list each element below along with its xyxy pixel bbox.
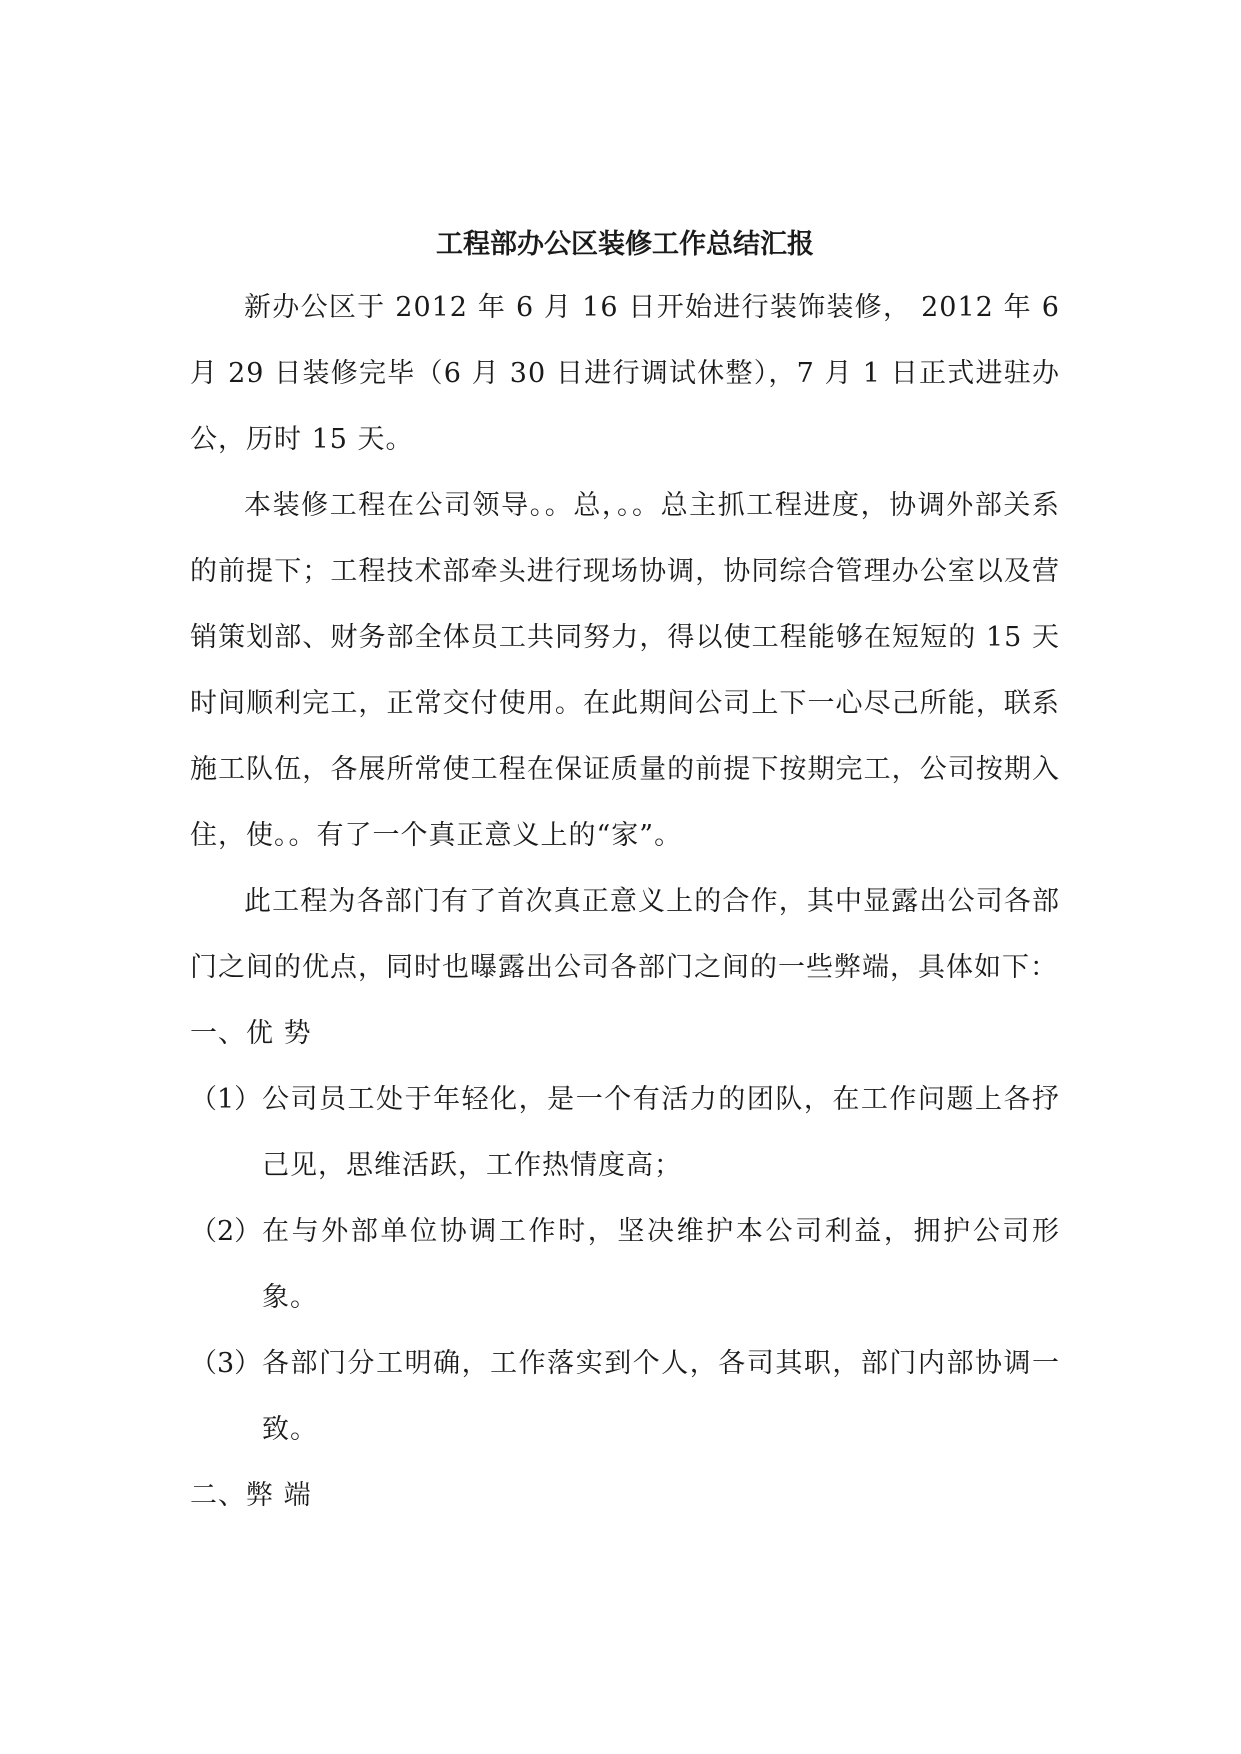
list-item-number: （1） xyxy=(190,1084,262,1115)
paragraph-cooperation: 此工程为各部门有了首次真正意义上的合作，其中显露出公司各部门之间的优点，同时也曝露出公司各部门之间的一些弊端，具体如下： xyxy=(190,886,1060,983)
paragraph-project-overview: 本装修工程在公司领导。。总，。。总主抓工程进度，协调外部关系的前提下；工程技术部牵头进行现场协调，协同综合管理办公室以及营销策划部、财务部全体员工共同努力，得以使工程能够在短短的 15 天时间顺利完工，正常交付使用。在此期间公司上下一心尽己所能，联系施工队伍，各展所常使工程在保证质量的前提下按期完工，公司按期入住，使。。有了一个真正意义上的“家”。 xyxy=(190,490,1060,851)
document-title: 工程部办公区装修工作总结汇报 xyxy=(436,229,814,260)
paragraph-schedule: 新办公区于 2012 年 6 月 16 日开始进行装饰装修， 2012 年 6 月 29 日装修完毕（6 月 30 日进行调试休整），7 月 1 日正式进驻办公，历时 15 天。 xyxy=(190,292,1060,455)
section-heading-disadvantages: 二、弊 端 xyxy=(190,1480,312,1511)
list-item-number: （3） xyxy=(190,1348,262,1379)
list-item-text: 在与外部单位协调工作时，坚决维护本公司利益，拥护公司形象。 xyxy=(262,1216,1060,1313)
document-body xyxy=(190,225,1060,1529)
list-item-text: 公司员工处于年轻化，是一个有活力的团队，在工作问题上各抒己见，思维活跃，工作热情度高； xyxy=(262,1084,1060,1181)
list-item xyxy=(190,1067,1060,1199)
list-item-text: 各部门分工明确，工作落实到个人，各司其职，部门内部协调一致。 xyxy=(262,1348,1060,1445)
list-item xyxy=(190,1331,1060,1463)
section-heading-advantages: 一、优 势 xyxy=(190,1018,312,1049)
list-item xyxy=(190,1199,1060,1331)
list-item-number: （2） xyxy=(190,1216,262,1247)
